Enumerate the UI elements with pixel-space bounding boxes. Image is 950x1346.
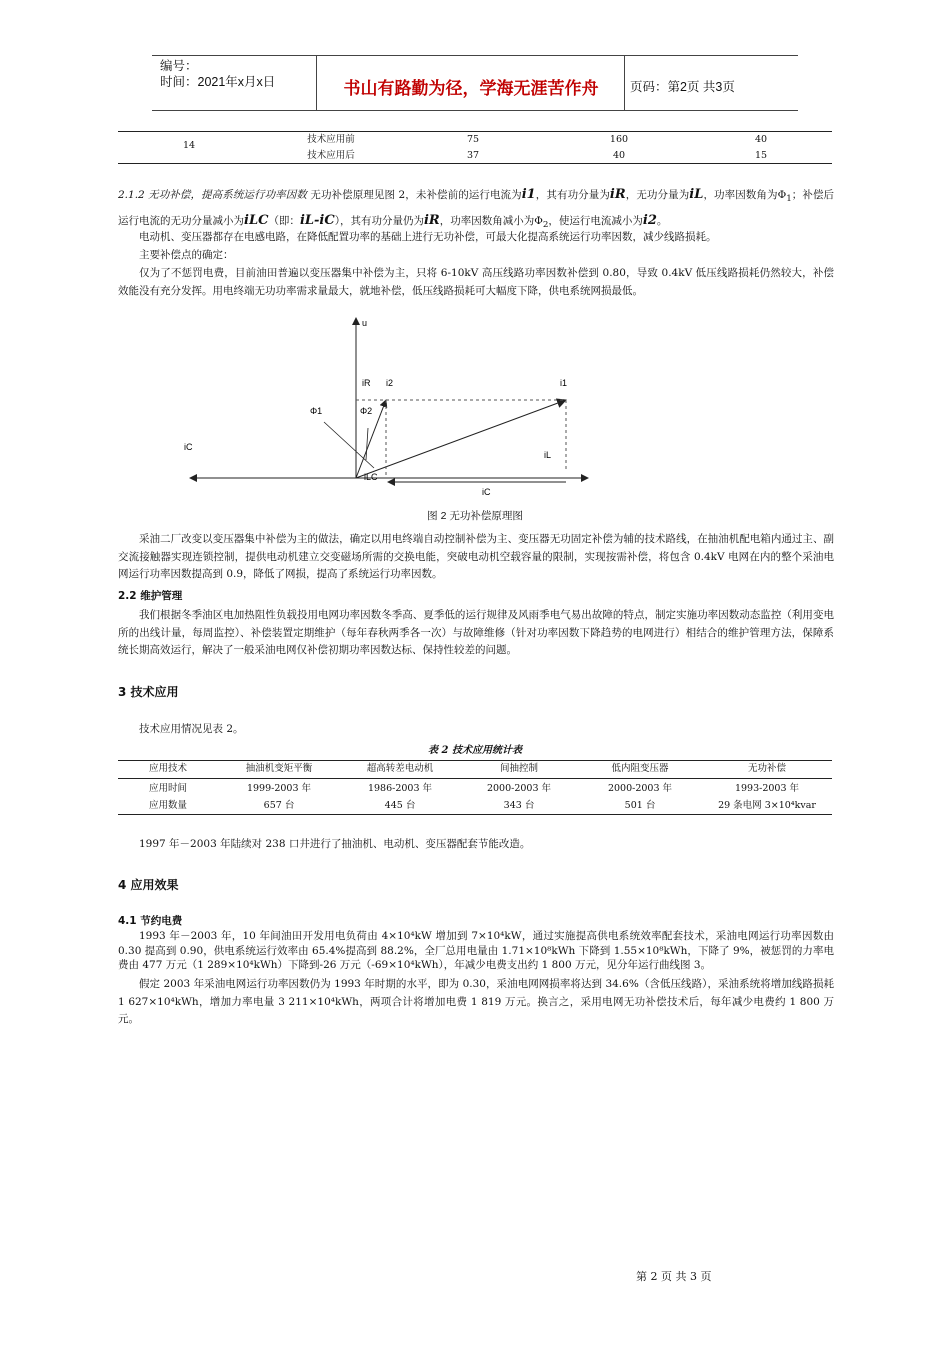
- label-u: u: [362, 318, 368, 328]
- table2-cell: 2000-2003 年: [607, 783, 673, 794]
- table2-header: 抽油机变矩平衡: [245, 763, 313, 774]
- label-iC-left: iC: [184, 442, 193, 452]
- header-bottom-rule: [152, 110, 798, 111]
- table1-cell: 160: [609, 134, 629, 145]
- math-iLC: iLC: [244, 213, 269, 229]
- subsection-title-212: 2.1.2 无功补偿，提高系统运行功率因数: [118, 189, 307, 201]
- paragraph-motors: 电动机、变压器都存在电感电路，在降低配置功率的基础上进行无功补偿，可最大化提高系统运行功率因数，减少线路损耗。: [139, 231, 717, 243]
- table2-cell: 445 台: [384, 800, 416, 811]
- header-motto: 书山有路勤为径，学海无涯苦作舟: [343, 79, 599, 99]
- table2-rule-header: [118, 778, 832, 779]
- math-i2: i2: [642, 213, 657, 229]
- text-span: ），其有功分量仍为: [334, 215, 424, 228]
- i1-vector: [356, 400, 566, 478]
- header-number: 编号：: [160, 59, 198, 73]
- table2-header: 无功补偿: [747, 763, 786, 774]
- table2-cell: 1986-2003 年: [367, 783, 433, 794]
- text-span: ，功率因数角减小为Φ: [439, 215, 543, 228]
- table1-cell: 15: [754, 150, 768, 161]
- table1-row-label: 14: [182, 140, 196, 151]
- section-4-1: 4.1 节约电费: [118, 915, 183, 927]
- table-row: [118, 148, 832, 164]
- paragraph-retrofit: 1997 年－2003 年陆续对 238 口井进行了抽油机、电动机、变压器配套节能改造。: [139, 838, 531, 850]
- paragraph-second-plant: 采油二厂改变以变压器集中补偿为主的做法，确定以用电终端自动控制补偿为主、变压器无功固定补偿为辅的技术路线，在抽油机配电箱内通过主、副交流接触器实现连锁控制，提供电动机建立交变磁场所需的交换电能，突破电动机空载容量的限制，实现按需补偿，将包含 0.4kV 电网在内的整个采油电网运行功率因数提高到 0.9，降低了网损，提高了系统运行功率因数。: [118, 533, 834, 580]
- subscript: 1: [786, 194, 792, 205]
- table1-cell-name: 技术应用前: [307, 134, 355, 145]
- table2-header: 超高转差电动机: [366, 763, 434, 774]
- label-iL: iL: [544, 450, 552, 460]
- table2-cell: 1999-2003 年: [246, 783, 312, 794]
- math-iL-iC: iL-iC: [299, 213, 335, 229]
- header-page-label: 页码：第2页 共3页: [630, 80, 735, 94]
- table2-caption: 表 2 技术应用统计表: [428, 745, 522, 756]
- page-footer: 第 2 页 共 3 页: [636, 1270, 712, 1283]
- label-iR: iR: [362, 378, 371, 388]
- table-row: [118, 132, 832, 148]
- text-span: ，功率因数角为Φ: [703, 189, 787, 201]
- label-iLC: iLC: [364, 472, 378, 482]
- table1-cell: 40: [754, 134, 768, 145]
- table2-cell: 应用时间: [148, 783, 187, 794]
- table2-header: 低内阻变压器: [611, 763, 669, 774]
- table2-cell: 343 台: [503, 800, 535, 811]
- paragraph-savings: 1993 年－2003 年，10 年间油田开发用电负荷由 4×10⁴kW 增加到 7×10⁴kW，通过实施提高供电系统效率配套技术，采油电网运行功率因数由 0.30 提高到 0.90，供电系统运行效率由 65.4%提高到 88.2%，全厂总用电量由 1.71×10⁸kWh 下降到 1.55×10⁸kWh，下降了 9%，被惩罚的力率电费由 477 万元（1 289×10⁴kWh）下降到-26 万元（-69×10⁴kWh），年减少电费支出约 1 800 万元，见分年运行曲线图 3。: [118, 930, 834, 971]
- paragraph-maintenance: 我们根据冬季油区电加热阻性负载投用电网功率因数冬季高、夏季低的运行规律及风雨季电气易出故障的特点，制定实施功率因数动态监控（利用变电所的出线计量，每周监控）、补偿装置定期维护（每年春秋两季各一次）与故障维修（针对功率因数下降趋势的电网进行）相结合的维护管理方法，保障系统长期高效运行，解决了一般采油电网仅补偿初期功率因数达标、保持性较差的问题。: [118, 609, 834, 656]
- paragraph-compensation-points: 主要补偿点的确定：: [139, 249, 234, 261]
- label-iC-bottom: iC: [482, 487, 491, 497]
- text-span: ，无功分量为: [625, 189, 690, 201]
- table1-cell-name: 技术应用后: [307, 150, 355, 161]
- figure-caption: 图 2 无功补偿原理图: [427, 510, 523, 522]
- paragraph-assumption: 假定 2003 年采油电网运行功率因数仍为 1993 年时期的水平，即为 0.30，采油电网网损率将达到 34.6%（含低压线路），采油系统将增加线路损耗 1 627×10⁴kWh，增加力率电量 3 211×10⁴kWh，两项合计将增加电费 1 819 万元。换言之，采用电网无功补偿技术后，每年减少电费约 1 800 万元。: [118, 978, 834, 1025]
- table2-cell: 657 台: [263, 800, 295, 811]
- header-time: 时间：2021年x月x日: [160, 75, 276, 89]
- table1-cell: 37: [466, 150, 480, 161]
- text-span: ，其有功分量为: [535, 189, 610, 201]
- label-phi1: Φ1: [310, 406, 323, 416]
- table2-header: 应用技术: [148, 763, 187, 774]
- table1-cell: 40: [612, 150, 626, 161]
- math-iR: iR: [609, 187, 626, 202]
- text-span: ，使运行电流减小为: [548, 215, 643, 228]
- header-divider-right: [624, 55, 625, 111]
- phasor-diagram: [170, 310, 790, 510]
- table2-cell: 1993-2003 年: [734, 783, 800, 794]
- table2-cell: 29 条电网 3×10⁴kvar: [718, 800, 816, 811]
- text-span: ；补偿后运行电流的无功分量减小为: [118, 189, 835, 228]
- label-i1: i1: [560, 378, 568, 388]
- paragraph-tech-app: 技术应用情况见表 2。: [139, 723, 244, 735]
- math-iL: iL: [689, 187, 704, 202]
- table2-rule-bottom: [118, 814, 832, 815]
- table2-header: 间抽控制: [499, 763, 538, 774]
- section-4: 4 应用效果: [118, 878, 179, 892]
- header-divider-left: [316, 55, 317, 111]
- subscript: 2: [542, 220, 549, 231]
- label-phi2: Φ2: [360, 406, 373, 416]
- header-top-rule: [152, 55, 798, 56]
- label-i2: i2: [386, 378, 394, 388]
- table2-cell: 501 台: [624, 800, 656, 811]
- section-2-2: 2.2 维护管理: [118, 590, 183, 602]
- header-meta: [160, 58, 275, 90]
- table1-cell: 75: [466, 134, 480, 145]
- text-span: （即：: [268, 215, 300, 228]
- text-span: 。: [656, 215, 668, 228]
- table2-cell: 应用数量: [148, 800, 187, 811]
- section-3: 3 技术应用: [118, 685, 179, 699]
- math-iR-2: iR: [423, 213, 440, 229]
- phi1-leader: [324, 422, 374, 468]
- phi2-leader: [366, 428, 368, 460]
- table2-cell: 2000-2003 年: [486, 783, 552, 794]
- text-span: 无功补偿原理见图 2，未补偿前的运行电流为: [306, 189, 522, 201]
- math-i1: i1: [521, 187, 536, 202]
- paragraph-substation: 仅为了不惩罚电费，目前油田普遍以变压器集中补偿为主，只将 6-10kV 高压线路功率因数补偿到 0.80，导致 0.4kV 低压线路损耗仍然较大，补偿效能没有充分发挥。用电终端无功功率需求量最大，就地补偿，低压线路损耗可大幅度下降，供电系统网损最低。: [118, 267, 834, 297]
